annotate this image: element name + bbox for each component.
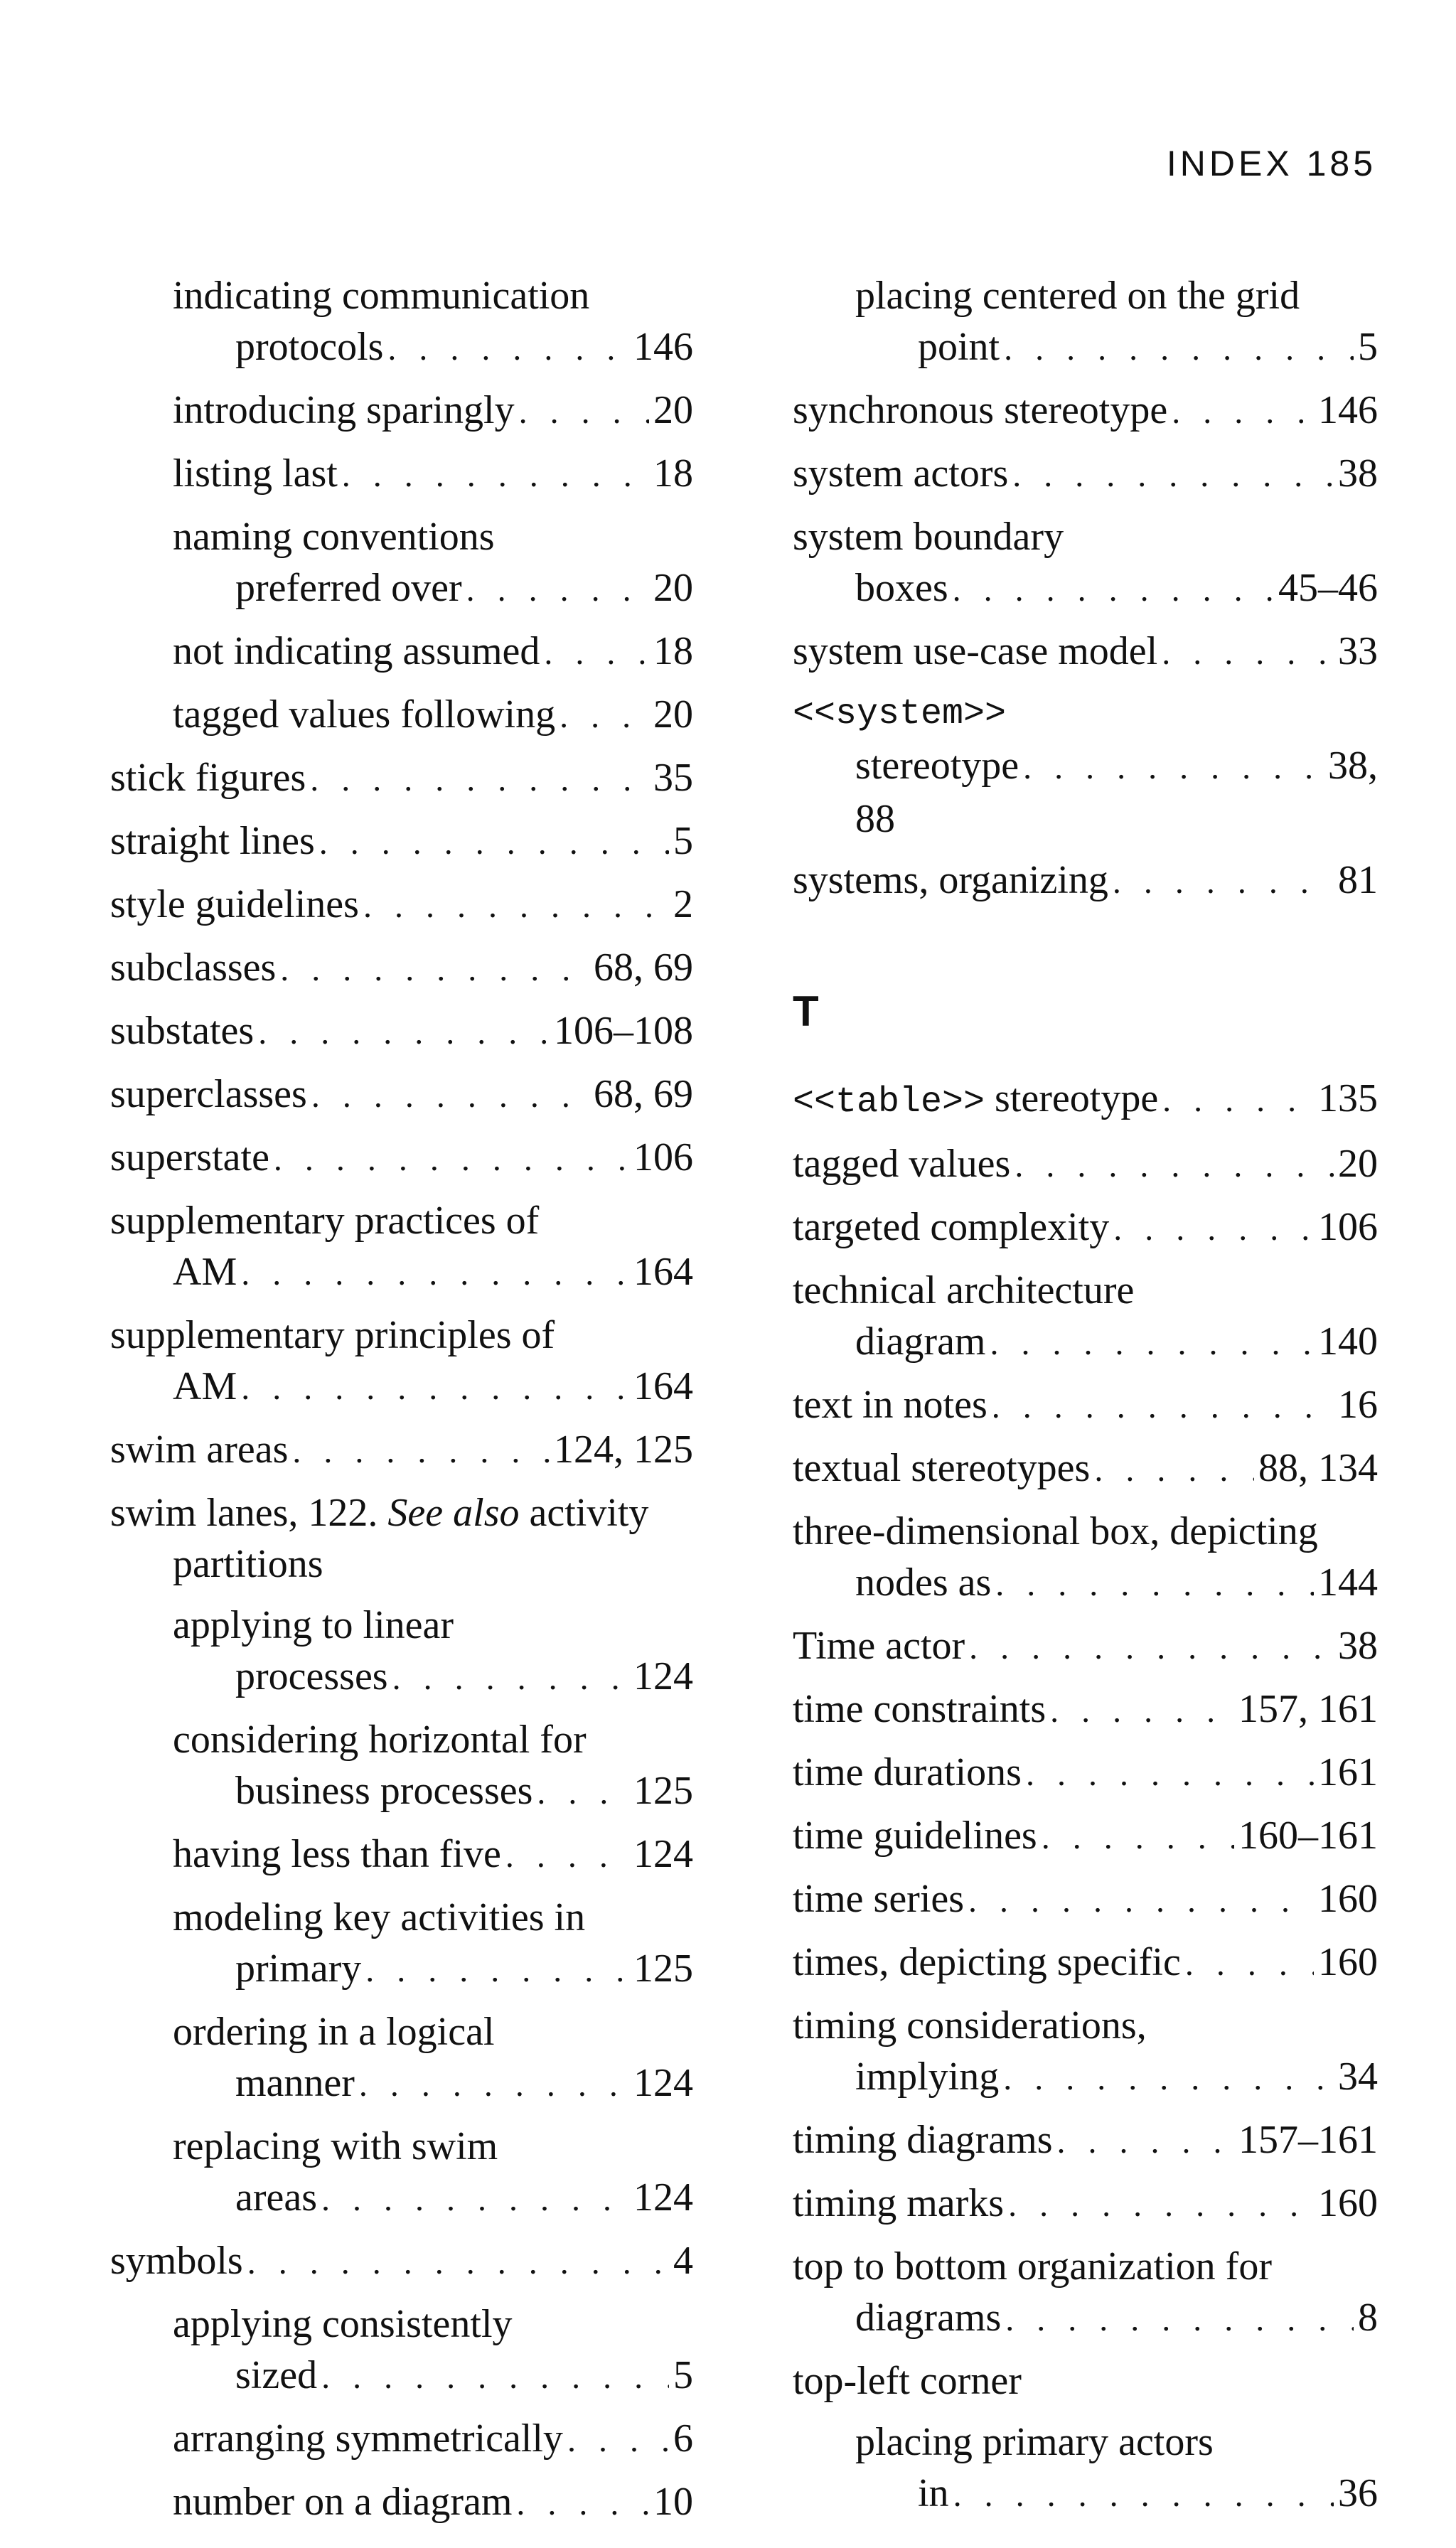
entry-continuation: partitions [173,1542,323,1586]
dot-leader [1042,1812,1234,1863]
page-ref: 124, 125 [554,1428,693,1472]
dot-leader [995,1559,1314,1610]
entry-heading: modeling key activities in [173,1895,586,1939]
entry-term: style guidelines [110,882,359,926]
dot-leader [342,450,649,501]
index-entry [793,1873,1378,1927]
entry-term: listing last [173,451,338,496]
page-ref: 124 [633,1832,693,1876]
dot-leader [516,2478,649,2530]
index-entry [110,1892,693,1996]
entry-heading: top-left corner [793,2359,1022,2403]
entry-term: synchronous stereotype [793,388,1168,432]
dot-leader [1004,323,1354,375]
entry-heading: supplementary principles of [110,1313,555,1357]
dot-leader [274,1134,629,1185]
page-ref: 5 [1358,325,1378,369]
index-entry [793,1073,1378,1128]
page-ref: 18 [653,451,693,496]
index-entry [793,626,1378,679]
index-entry [110,511,693,616]
index-entry [793,1442,1378,1496]
dot-leader [258,1007,550,1059]
dot-leader [292,1426,550,1477]
index-entry [110,1714,693,1819]
entry-term: stereotype [855,744,1019,788]
see-also-target: activity [519,1491,649,1535]
index-entry [110,1310,693,1414]
stereotype-code: <<table>> [793,1082,985,1123]
index-entry [793,855,1378,908]
running-head: INDEX 185 [1166,144,1376,183]
page-ref: 161 [1318,1750,1378,1794]
index-entry [110,1132,693,1185]
page-ref: 38 [1338,451,1378,496]
index-entry [793,385,1378,438]
entry-term: implying [855,2055,1000,2099]
page-ref: 20 [1338,1142,1378,1186]
page-ref: 5 [673,819,693,863]
index-entry [110,385,693,438]
dot-leader [1026,1749,1314,1800]
entry-term: processes [235,1654,388,1698]
page-ref: 34 [1338,2055,1378,2099]
entry-term: boxes [855,566,948,610]
entry-term: time durations [793,1750,1022,1794]
index-entry [110,752,693,805]
index-entry [110,2006,693,2111]
index-entry [793,1506,1378,1610]
page-ref: 6 [673,2416,693,2461]
entry-term: timing marks [793,2181,1005,2225]
index-entry [793,1937,1378,1990]
entry-term: diagrams [855,2296,1002,2340]
index-entry [110,270,693,375]
entry-term: textual stereotypes [793,1446,1091,1490]
dot-leader [321,2174,629,2225]
dot-leader [953,2470,1334,2521]
dot-leader [519,387,649,438]
page-ref: 20 [653,566,693,610]
dot-leader [1162,1075,1314,1126]
entry-term: Time actor [793,1624,965,1668]
entry-term: system actors [793,451,1009,496]
entry-term: AM [173,1250,237,1294]
dot-leader [953,564,1274,616]
entry-heading: placing primary actors [855,2420,1214,2464]
entry-term: nodes as [855,1561,992,1605]
index-entry [793,2241,1378,2345]
index-entry [110,2298,693,2403]
entry-term: primary [235,1947,362,1991]
index-entry [793,1138,1378,1192]
page-ref: 164 [633,1250,693,1294]
entry-term: targeted complexity [793,1205,1110,1249]
entry-heading: technical architecture [793,1268,1135,1312]
dot-leader [1015,1140,1334,1192]
page-ref: 140 [1318,1320,1378,1364]
index-entry [793,2355,1378,2407]
page-ref: 10 [653,2480,693,2524]
page-ref: 135 [1318,1076,1378,1120]
dot-leader [392,1653,629,1704]
page-ref: 106 [633,1135,693,1179]
index-entry [110,1069,693,1122]
page-ref: 106 [1318,1205,1378,1249]
entry-heading: indicating communication [173,274,590,318]
dot-leader [969,1622,1334,1674]
entry-term: AM [173,1364,237,1408]
stereotype-code: <<system>> [793,694,1007,734]
page-ref: 88, 134 [1258,1446,1378,1490]
entry-term: not indicating assumed [173,629,540,673]
page-ref: 20 [653,388,693,432]
index-entry [110,2476,693,2530]
dot-leader [466,564,649,616]
dot-leader [1172,387,1314,438]
page-ref: 160 [1318,1940,1378,1984]
index-entry [793,2000,1378,2104]
dot-leader [241,1363,629,1414]
entry-term: text in notes [793,1383,987,1427]
index-entry [110,1600,693,1704]
entry-term: timing diagrams [793,2118,1053,2162]
dot-leader [1005,2294,1354,2345]
entry-heading: applying to linear [173,1603,454,1647]
page-ref: 146 [633,325,693,369]
entry-term: systems, organizing [793,858,1108,902]
dot-leader [1185,1939,1314,1990]
page-ref: 38, [1328,744,1378,788]
entry-term: system use-case model [793,629,1158,673]
dot-leader [968,1875,1314,1927]
entry-heading: naming conventions [173,515,495,559]
dot-leader [1113,857,1334,908]
page-ref: 33 [1338,629,1378,673]
entry-heading [110,1487,693,1538]
entry-heading: placing centered on the grid [855,274,1300,318]
page-ref: 160 [1318,1877,1378,1921]
page-ref: 124 [633,2175,693,2220]
entry-heading: three-dimensional box, depicting [793,1509,1318,1553]
page-ref: 4 [673,2239,693,2283]
entry-term: preferred over [235,566,462,610]
dot-leader [363,881,669,932]
dot-leader [280,944,589,995]
page-ref: 106–108 [554,1009,693,1053]
index-entry [110,626,693,679]
dot-leader [1057,2116,1234,2168]
entry-term: business processes [235,1769,533,1813]
dot-leader [1094,1445,1254,1496]
index-entry [793,1684,1378,1737]
page-ref: 20 [653,692,693,737]
index-entry [793,2416,1378,2521]
entry-term: time series [793,1877,965,1921]
dot-leader [992,1381,1334,1433]
entry-term: diagram [855,1320,986,1364]
index-entry [110,689,693,742]
entry-term: manner [235,2061,355,2105]
entry-term: introducing sparingly [173,388,515,432]
entry-term: time constraints [793,1687,1046,1731]
page-ref: 146 [1318,388,1378,432]
page-ref: 68, 69 [594,946,693,990]
page-ref: 81 [1338,858,1378,902]
entry-heading: supplementary practices of [110,1199,540,1243]
entry-heading: replacing with swim [173,2124,498,2168]
page-ref: 38 [1338,1624,1378,1668]
index-entry [110,1424,693,1477]
dot-leader [321,2352,669,2403]
dot-leader [1012,450,1334,501]
entry-term: tagged values [793,1142,1011,1186]
entry-heading: system boundary [793,515,1064,559]
page-ref: 18 [653,629,693,673]
entry-term: protocols [235,325,384,369]
dot-leader [247,2237,669,2289]
page-ref: 5 [673,2353,693,2397]
dot-leader [1113,1204,1314,1255]
index-column-left [110,270,693,2539]
entry-term: number on a diagram [173,2480,513,2524]
page-ref: 8 [1358,2296,1378,2340]
index-entry [793,1810,1378,1863]
entry-term: superclasses [110,1072,307,1116]
dot-leader [505,1831,629,1882]
dot-leader [1003,2053,1334,2104]
index-entry [793,511,1378,616]
page-ref: 45–46 [1278,566,1378,610]
dot-leader [1050,1686,1234,1737]
entry-term-text: stereotype [985,1076,1159,1120]
dot-leader [359,2060,629,2111]
entry-heading: considering horizontal for [173,1718,587,1762]
dot-leader [387,323,629,375]
index-entry [793,1620,1378,1674]
page-ref: 2 [673,882,693,926]
entry-heading: applying consistently [173,2302,513,2346]
index-entry [793,1265,1378,1369]
entry-term: times, depicting specific [793,1940,1181,1984]
page-ref: 124 [633,1654,693,1698]
page-ref: 36 [1338,2471,1378,2515]
entry-term: point [918,325,1000,369]
index-entry [110,2413,693,2466]
dot-leader [560,691,649,742]
page-ref: 68, 69 [594,1072,693,1116]
dot-leader [1008,2180,1314,2231]
dot-leader [537,1767,629,1819]
index-entry [110,1487,693,1590]
page-ref: 164 [633,1364,693,1408]
dot-leader [311,1071,589,1122]
entry-term: areas [235,2175,318,2220]
entry-term: arranging symmetrically [173,2416,563,2461]
page-ref: 160–161 [1238,1814,1378,1858]
entry-term: in [918,2471,949,2515]
entry-term: subclasses [110,946,277,990]
page-ref: 125 [633,1769,693,1813]
dot-leader [319,818,669,869]
page-ref: 125 [633,1947,693,1991]
dot-leader [310,754,649,805]
entry-term: superstate [110,1135,269,1179]
dot-leader [567,2415,669,2466]
see-also-label: See also [387,1491,520,1535]
index-entry [110,1829,693,1882]
entry-heading-text: swim lanes, 122. [110,1491,388,1535]
page-ref: 144 [1318,1561,1378,1605]
index-entry [793,448,1378,501]
index-entry [793,270,1378,375]
index-entry [793,1201,1378,1255]
page-ref: 35 [653,756,693,800]
entry-term: symbols [110,2239,243,2283]
index-entry [110,815,693,869]
entry-term: tagged values following [173,692,556,737]
dot-leader [365,1945,629,1996]
entry-heading: ordering in a logical [173,2010,495,2054]
index-column-right [793,270,1378,2531]
entry-term: time guidelines [793,1814,1037,1858]
index-entry [110,942,693,995]
entry-term: substates [110,1009,255,1053]
entry-term: swim areas [110,1428,289,1472]
page-ref: 160 [1318,2181,1378,2225]
dot-leader [544,628,649,679]
dot-leader [241,1248,629,1300]
section-letter: T [793,987,819,1035]
page-ref: 157, 161 [1238,1687,1378,1731]
dot-leader [1023,742,1324,793]
entry-term: sized [235,2353,318,2397]
dot-leader [990,1318,1314,1369]
entry-continuation: 88 [855,797,895,841]
entry-term: stick figures [110,756,306,800]
index-entry [110,1195,693,1300]
entry-term [793,1073,1158,1128]
index-entry [110,2121,693,2225]
page-ref: 157–161 [1238,2118,1378,2162]
page-ref: 16 [1338,1383,1378,1427]
index-entry [793,1747,1378,1800]
page-ref: 124 [633,2061,693,2105]
index-entry [110,448,693,501]
index-entry [793,689,1378,845]
index-entry [793,1379,1378,1433]
entry-heading: timing considerations, [793,2003,1147,2048]
index-entry [793,2114,1378,2168]
entry-heading: top to bottom organization for [793,2244,1272,2289]
index-entry [110,1005,693,1059]
index-entry [793,2178,1378,2231]
dot-leader [1162,628,1334,679]
index-entry [110,879,693,932]
index-entry [110,2235,693,2289]
entry-term: having less than five [173,1832,501,1876]
entry-term: straight lines [110,819,315,863]
